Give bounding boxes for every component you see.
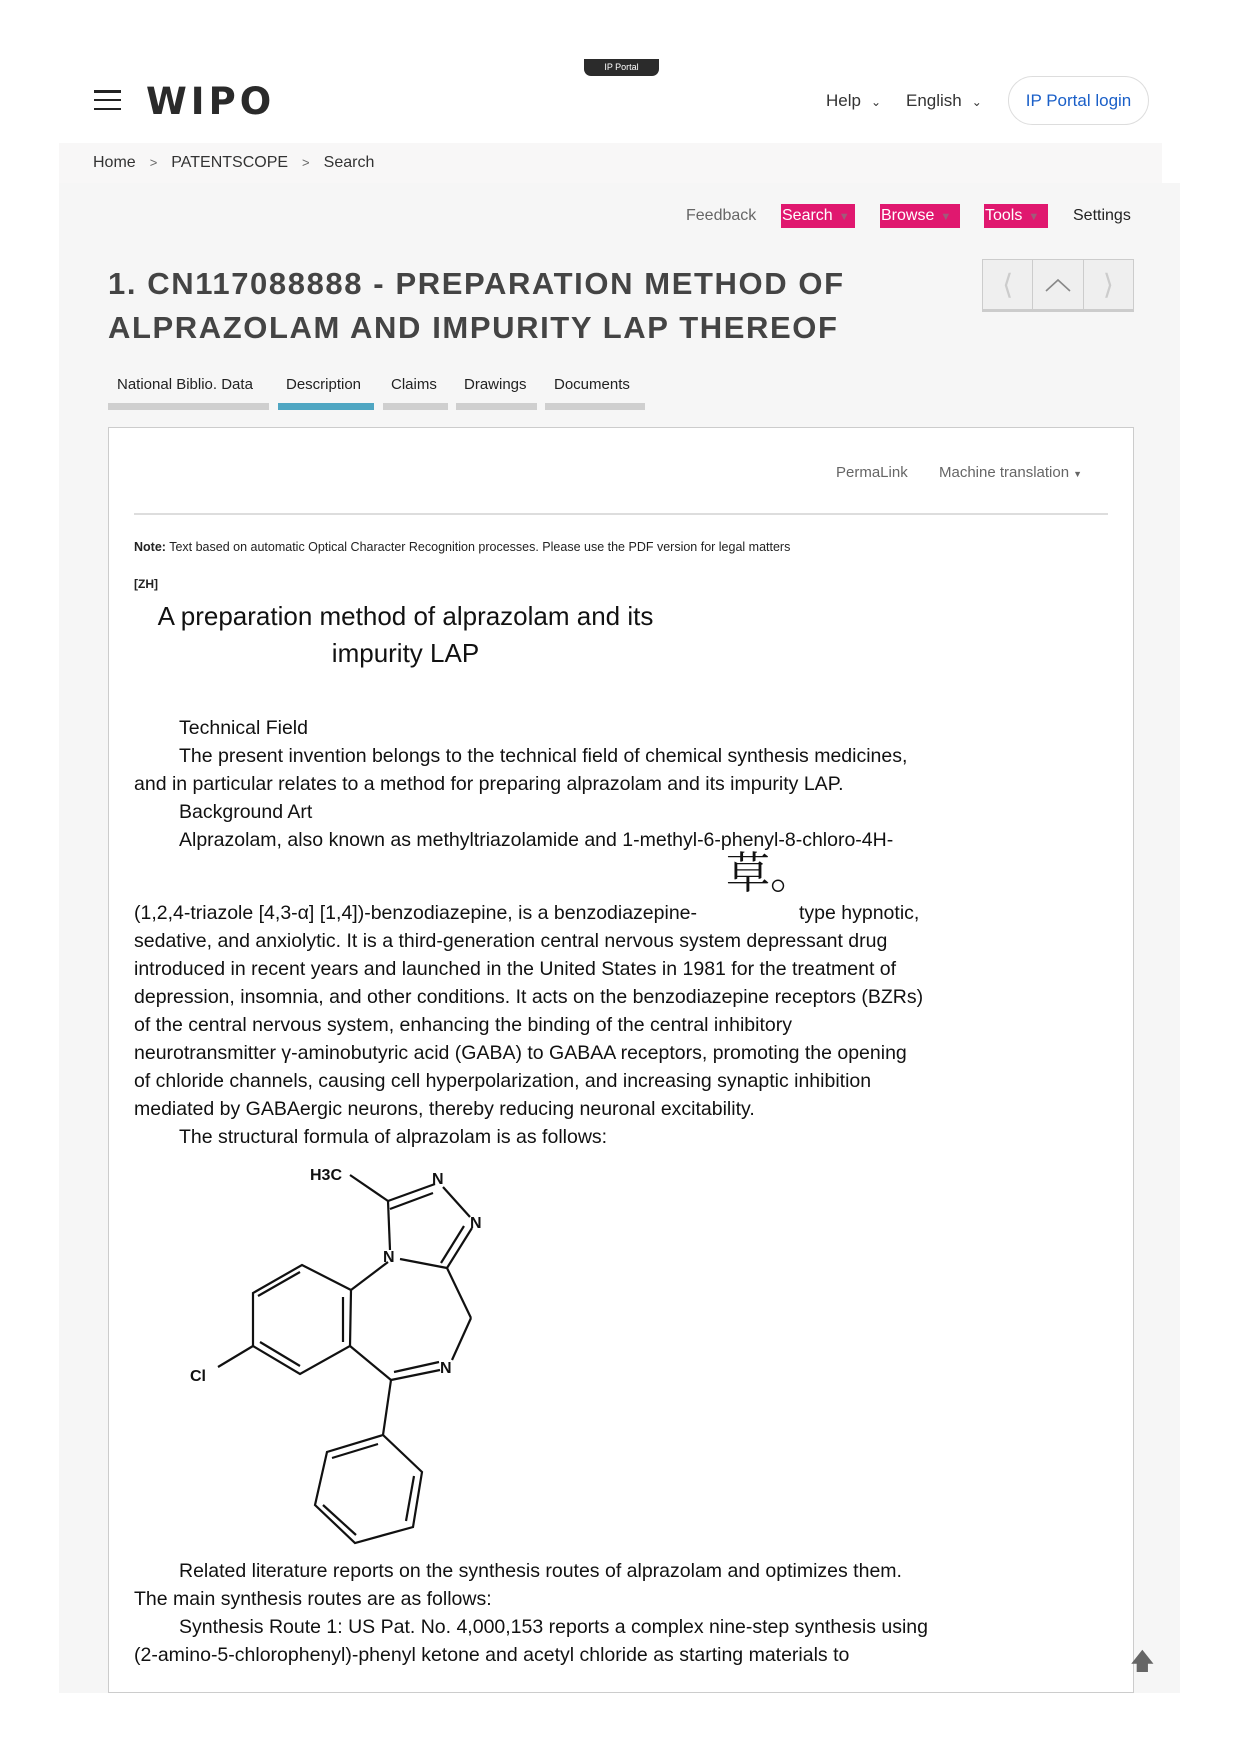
tab-indicator [545,403,645,410]
text-line: The main synthesis routes are as follows: [134,1588,492,1610]
tab-description[interactable]: Description [286,376,362,393]
section-heading: Technical Field [179,717,308,739]
scroll-to-top-icon[interactable]: 🡅 [1130,1648,1155,1675]
tab-drawings[interactable]: Drawings [464,376,527,393]
machine-translation-dropdown[interactable] [939,464,1082,481]
text-segment: (1,2,4-triazole [4,3-α] [1,4])-benzodiazepine, is a benzodiazepine- [134,902,698,924]
caret-down-icon: ▼ [838,211,850,223]
methyl-label: H3C [310,1167,343,1184]
caret-down-icon: ▼ [1073,469,1082,479]
breadcrumb-search[interactable]: Search [323,154,375,171]
chevron-down-icon: ⌄ [870,95,882,109]
tools-menu[interactable] [984,204,1048,228]
text-line: Related literature reports on the synthesis routes of alprazolam and optimizes them. [179,1560,902,1582]
nitrogen-label: N [432,1171,444,1188]
text-line [134,848,928,927]
text-line: Synthesis Route 1: US Pat. No. 4,000,153 reports a complex nine-step synthesis using [179,1616,928,1638]
tools-label: Tools [985,207,1023,224]
text-line: The present invention belongs to the technical field of chemical synthesis medicines, [179,745,908,767]
inline-ocr-glyph: 草。 [726,848,814,899]
browse-menu[interactable] [880,204,960,228]
caret-down-icon: ▼ [940,211,952,223]
ocr-note [134,540,790,554]
title-line: ALPRAZOLAM AND IMPURITY LAP THEREOF [108,310,839,345]
back-to-results-icon[interactable] [1033,260,1083,309]
tab-claims[interactable]: Claims [391,376,437,393]
text-line: introduced in recent years and launched in the United States in 1981 for the treatment of [134,958,897,980]
text-line: sedative, and anxiolytic. It is a third-generation central nervous system depressant drug [134,930,888,952]
language-label: English [906,91,962,110]
text-line: mediated by GABAergic neurons, thereby reducing neuronal excitability. [134,1098,755,1120]
nitrogen-label: N [383,1249,395,1266]
title-line: 1. CN117088888 - PREPARATION METHOD OF [108,266,845,301]
chlorine-label: Cl [190,1368,206,1385]
ip-portal-badge: IP Portal [584,59,659,76]
hamburger-menu-icon[interactable] [94,90,121,110]
help-menu[interactable] [826,91,881,111]
result-navigation [982,259,1134,312]
nitrogen-label: N [440,1360,452,1377]
chevron-right-icon: > [302,155,310,170]
help-label: Help [826,91,861,110]
text-segment: type hypnotic, [799,902,920,924]
permalink-link[interactable]: PermaLink [836,464,908,481]
note-text: Text based on automatic Optical Character Recognition processes. Please use the PDF version for legal matters [165,540,791,554]
text-line: depression, insomnia, and other conditions. It acts on the benzodiazepine receptors (BZRs) [134,986,924,1008]
settings-link[interactable]: Settings [1073,207,1131,224]
search-menu[interactable] [781,204,855,228]
tab-indicator [456,403,537,410]
breadcrumb-home[interactable]: Home [93,154,136,171]
text-line: of the central nervous system, enhancing the binding of the central inhibitory [134,1014,792,1036]
tab-indicator [108,403,269,410]
tab-indicator [383,403,448,410]
browse-label: Browse [881,207,935,224]
language-menu[interactable] [906,91,982,111]
tab-documents[interactable]: Documents [554,376,630,393]
alprazolam-structure-image [190,1162,490,1552]
wipo-logo[interactable]: WIPO [146,80,276,123]
text-line: of chloride channels, causing cell hyperpolarization, and increasing synaptic inhibition [134,1070,872,1092]
tab-national-biblio-data[interactable]: National Biblio. Data [117,376,253,393]
heading-line: A preparation method of alprazolam and its [157,601,654,631]
page-title [108,262,845,350]
text-line: neurotransmitter γ-aminobutyric acid (GABA) to GABAA receptors, promoting the opening [134,1042,907,1064]
text-line: Alprazolam, also known as methyltriazolamide and 1-methyl-6-phenyl-8-chloro-4H- [179,829,894,851]
chevron-down-icon: ⌄ [971,95,982,109]
nitrogen-label: N [470,1215,482,1232]
heading-line: impurity LAP [331,638,480,668]
tab-indicator-active [278,403,374,410]
text-line: (2-amino-5-chlorophenyl)-phenyl ketone and acetyl chloride as starting materials to [134,1644,850,1666]
feedback-link[interactable]: Feedback [686,207,757,224]
machine-translation-label: Machine translation [939,464,1070,481]
language-tag: [ZH] [134,577,158,591]
caret-down-icon: ▼ [1028,211,1040,223]
divider [134,513,1108,515]
breadcrumb [59,143,1162,183]
next-result-icon[interactable]: ⟩ [1102,269,1114,300]
breadcrumb-patentscope[interactable]: PATENTSCOPE [171,154,289,171]
ip-portal-login-button[interactable]: IP Portal login [1008,76,1149,125]
section-heading: Background Art [179,801,313,823]
text-line: The structural formula of alprazolam is as follows: [179,1126,608,1148]
document-heading [143,598,668,672]
chevron-right-icon: > [149,155,158,170]
text-line: and in particular relates to a method for preparing alprazolam and its impurity LAP. [134,773,844,795]
note-label: Note: [134,540,166,554]
search-label: Search [782,207,833,224]
previous-result-icon[interactable]: ⟨ [983,260,1033,309]
